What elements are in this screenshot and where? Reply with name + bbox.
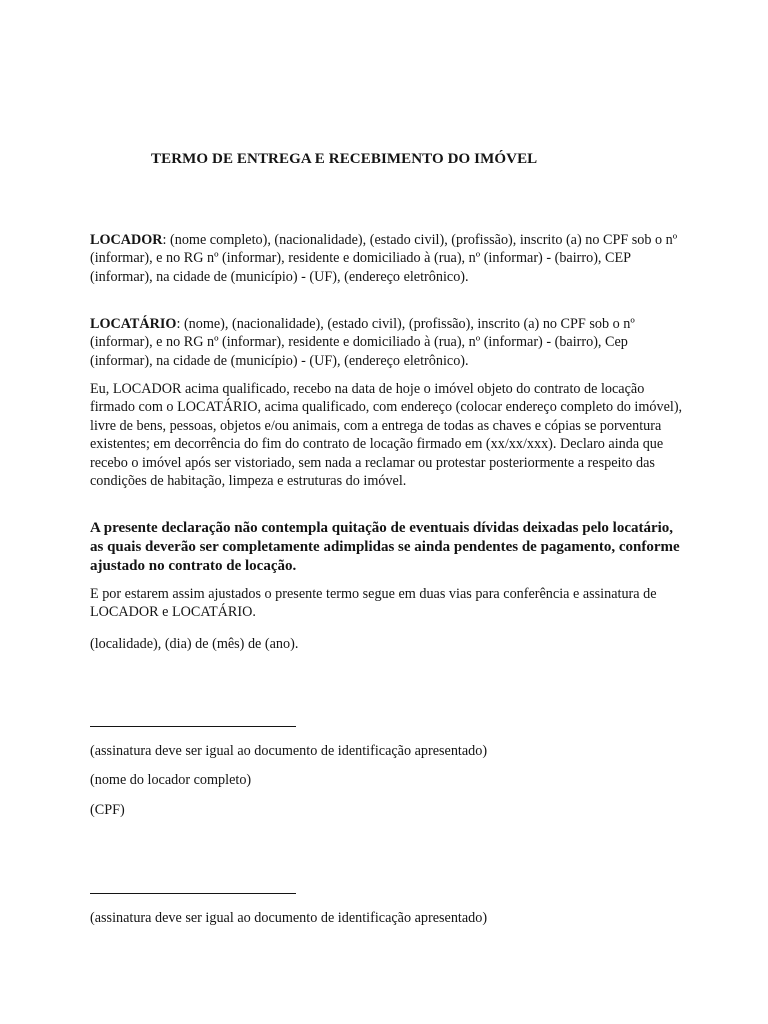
locatario-label: LOCATÁRIO (90, 316, 177, 332)
locatario-signature-note: (assinatura deve ser igual ao documento de identificação apresentado) (90, 910, 488, 926)
encerramento-paragraph (90, 585, 686, 622)
aviso-quitacao-paragraph (90, 519, 686, 577)
locador-text: : (nome completo), (nacionalidade), (estado civil), (profissão), inscrito (a) no CPF sob o nº (informar), e no RG nº (informar), residente e domiciliado à (rua), nº (informar) - (bairro), CEP (informar), na cidade de (município) - (UF), (endereço eletrônico). (90, 232, 678, 285)
aviso-quitacao-text: A presente declaração não contempla quitação de eventuais dívidas deixadas pelo locatário, as quais deverão ser completamente adimplidas se ainda pendentes de pagamento, conforme ajustado no contrato de locação. (90, 520, 680, 575)
locatario-paragraph (90, 315, 686, 370)
locador-name-placeholder: (nome do locador completo) (90, 772, 252, 788)
encerramento-text: E por estarem assim ajustados o presente termo segue em duas vias para conferência e assinatura de LOCADOR e LOCATÁRIO. (90, 586, 657, 621)
local-data-text: (localidade), (dia) de (mês) de (ano). (90, 636, 299, 652)
locador-paragraph (90, 231, 686, 286)
locador-label: LOCADOR (90, 232, 163, 248)
locador-signature-note: (assinatura deve ser igual ao documento de identificação apresentado) (90, 743, 488, 759)
locatario-signature-line (90, 893, 296, 894)
locador-cpf-placeholder: (CPF) (90, 802, 125, 818)
document-title: TERMO DE ENTREGA E RECEBIMENTO DO IMÓVEL (151, 151, 538, 167)
declaracao-text: Eu, LOCADOR acima qualificado, recebo na data de hoje o imóvel objeto do contrato de locação firmado com o LOCATÁRIO, acima qualificado, com endereço (colocar endereço completo do imóvel), livre de bens, pessoas, objetos e/ou animais, com a entrega de todas as chaves e cópias se porventura existentes; em decorrência do fim do contrato de locação firmado em (xx/xx/xxx). Declaro ainda que recebo o imóvel após ser vistoriado, sem nada a reclamar ou protestar posteriormente a respeito das condições de habitação, limpeza e estruturas do imóvel. (90, 381, 683, 490)
locador-signature-line (90, 726, 296, 727)
local-data-paragraph (90, 635, 686, 653)
locatario-text: : (nome), (nacionalidade), (estado civil), (profissão), inscrito (a) no CPF sob o nº (informar), e no RG nº (informar), residente e domiciliado à (rua), nº (informar) - (bairro), Cep (informar), na cidade de (município) - (UF), (endereço eletrônico). (90, 316, 635, 369)
declaracao-paragraph (90, 380, 686, 490)
